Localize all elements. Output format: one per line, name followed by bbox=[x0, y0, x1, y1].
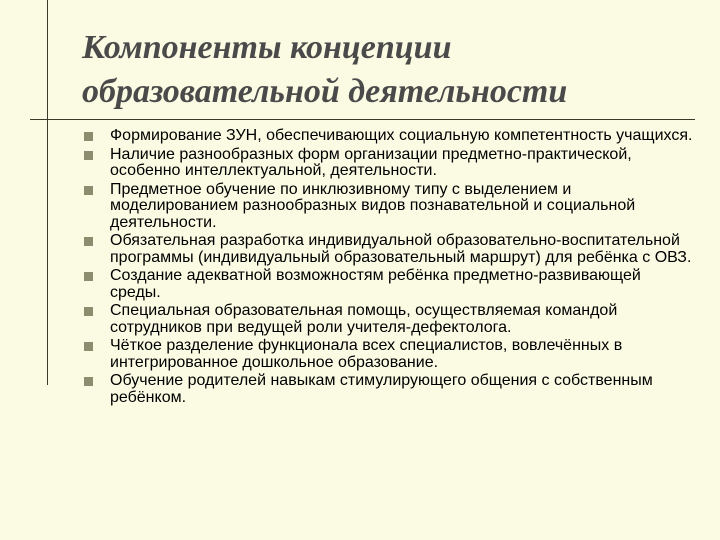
list-item-text: Создание адекватной возможностям ребёнка предметно-развивающей среды. bbox=[110, 267, 641, 301]
square-bullet-icon bbox=[84, 377, 93, 386]
list-item-text: Чёткое разделение функционала всех специалистов, вовлечённых в интегрированное дошкольное образование. bbox=[110, 337, 623, 371]
list-item bbox=[84, 128, 694, 145]
square-bullet-icon bbox=[84, 307, 93, 316]
square-bullet-icon bbox=[84, 132, 93, 141]
list-item-text: Специальная образовательная помощь, осуществляемая командой сотрудников при ведущей роли учителя-дефектолога. bbox=[110, 302, 618, 336]
list-item bbox=[84, 303, 694, 336]
square-bullet-icon bbox=[84, 342, 93, 351]
list-item bbox=[84, 233, 694, 266]
square-bullet-icon bbox=[84, 272, 93, 281]
bullet-list bbox=[84, 128, 694, 408]
list-item-text: Обязательная разработка индивидуальной образовательно-воспитательной программы (индивидуальный образовательный маршрут) для ребёнка с ОВЗ. bbox=[110, 232, 692, 266]
square-bullet-icon bbox=[84, 186, 93, 195]
list-item-text: Предметное обучение по инклюзивному типу с выделением и моделированием разнообразных видов познавательной и социальной деятельности. bbox=[110, 180, 636, 231]
slide-title-line-2: образовательной деятельности bbox=[82, 73, 568, 110]
list-item-text: Обучение родителей навыкам стимулирующего общения с собственным ребёнком. bbox=[110, 372, 653, 406]
list-item bbox=[84, 338, 694, 371]
list-item bbox=[84, 268, 694, 301]
list-item-text: Наличие разнообразных форм организации предметно-практической, особенно интеллектуальной, деятельности. bbox=[110, 145, 632, 179]
slide-title bbox=[82, 26, 692, 114]
list-item bbox=[84, 373, 694, 406]
horizontal-rule bbox=[30, 119, 695, 120]
square-bullet-icon bbox=[84, 151, 93, 160]
slide-title-line-1: Компоненты концепции bbox=[82, 29, 452, 66]
square-bullet-icon bbox=[84, 237, 93, 246]
list-item bbox=[84, 147, 694, 180]
list-item bbox=[84, 182, 694, 232]
vertical-rule bbox=[47, 0, 48, 385]
list-item-text: Формирование ЗУН, обеспечивающих социальную компетентность учащихся. bbox=[110, 127, 693, 144]
